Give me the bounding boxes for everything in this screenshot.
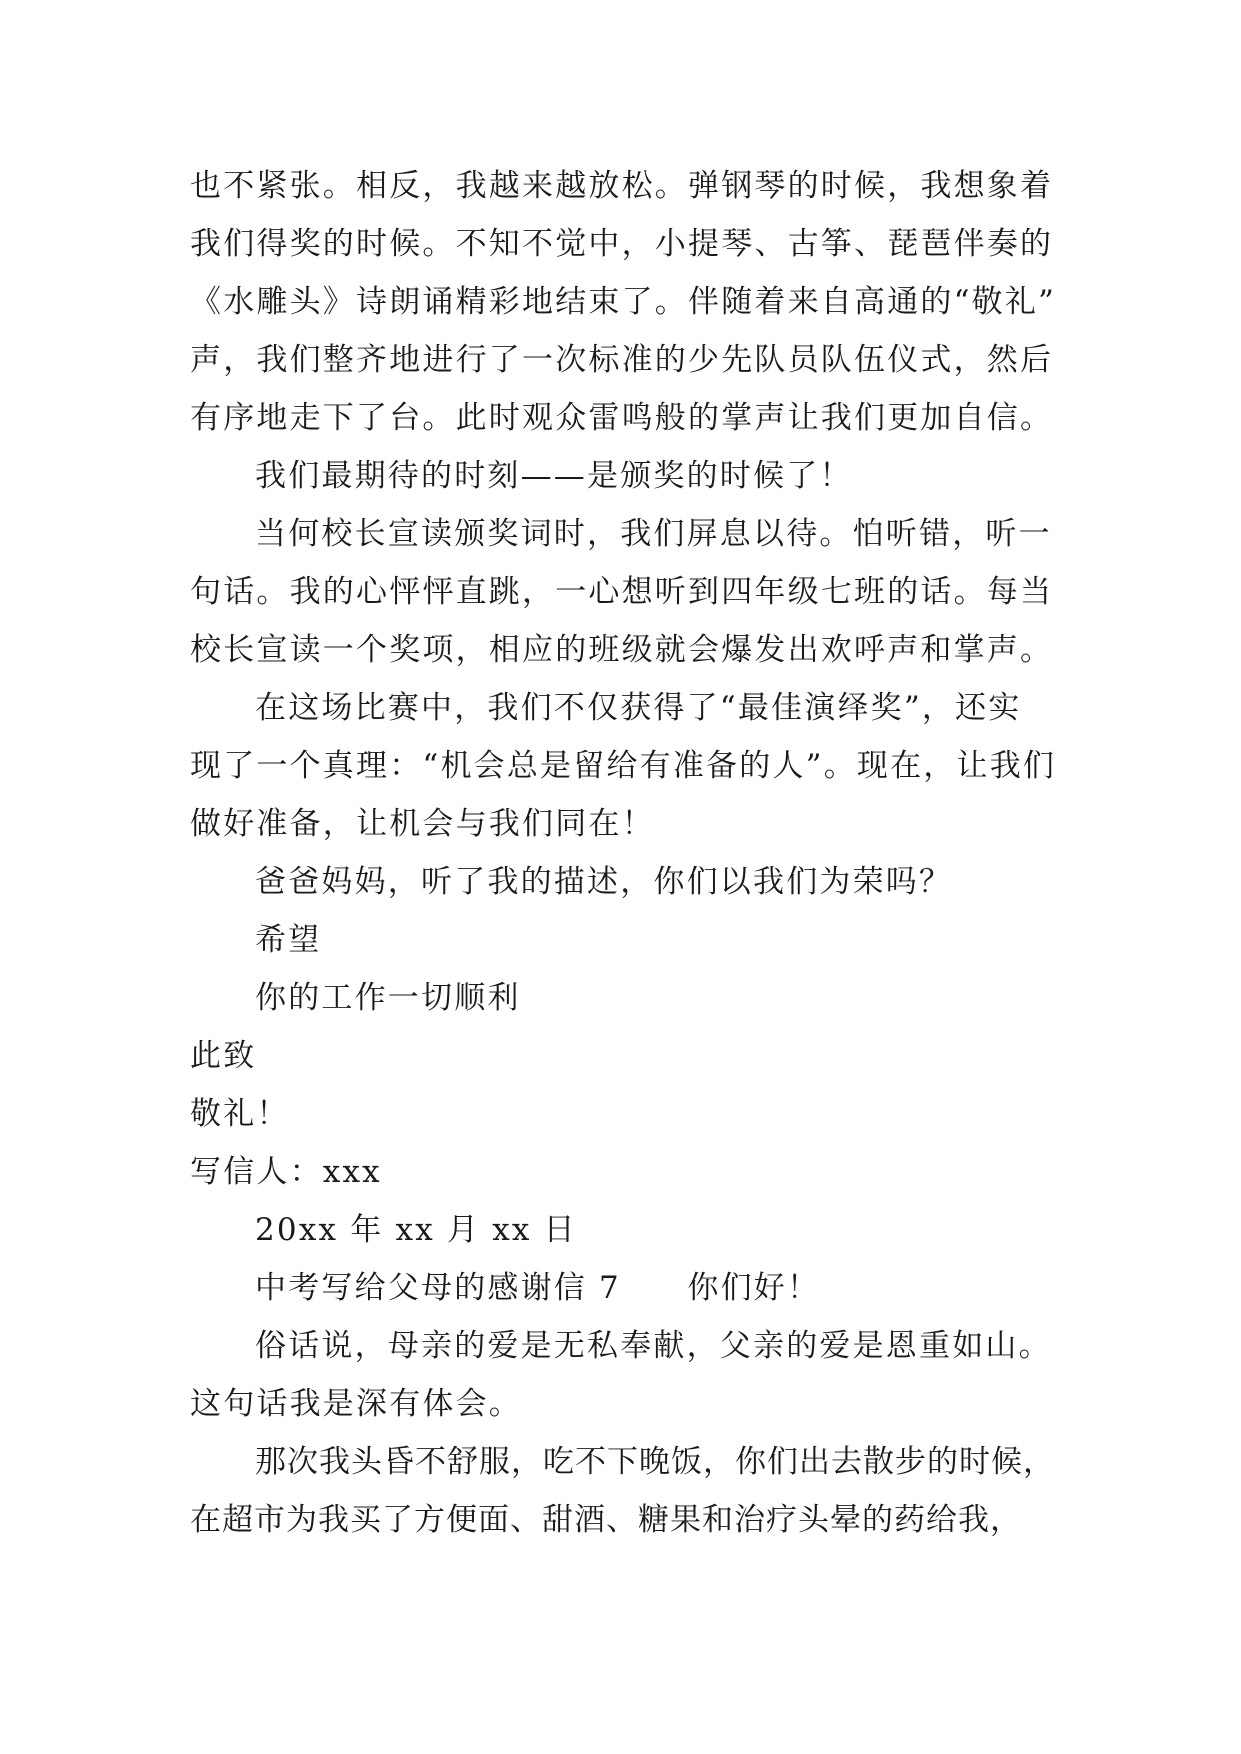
paragraph-line: 声，我们整齐地进行了一次标准的少先队员队伍仪式，然后	[190, 342, 1054, 378]
closing-wish-line: 你的工作一切顺利	[255, 980, 521, 1016]
paragraph-line: 当何校长宣读颁奖词时，我们屏息以待。怕听错，听一	[255, 516, 1052, 552]
paragraph-line: 我们最期待的时刻——是颁奖的时候了！	[255, 458, 853, 494]
paragraph-line: 那次我头昏不舒服，吃不下晚饭，你们出去散步的时候，	[255, 1444, 1055, 1480]
paragraph-line: 做好准备，让机会与我们同在！	[190, 806, 655, 842]
paragraph-line: 《水雕头》诗朗诵精彩地结束了。伴随着来自高通的“敬礼”	[190, 284, 1057, 320]
paragraph-line: 校长宣读一个奖项，相应的班级就会爆发出欢呼声和掌声。	[190, 632, 1054, 668]
salutation-line: 此致	[190, 1038, 257, 1074]
paragraph-line: 也不紧张。相反，我越来越放松。弹钢琴的时候，我想象着	[190, 168, 1054, 204]
paragraph-line: 我们得奖的时候。不知不觉中，小提琴、古筝、琵琶伴奏的	[190, 226, 1054, 262]
paragraph-line: 俗话说，母亲的爱是无私奉献，父亲的爱是恩重如山。	[255, 1328, 1052, 1364]
paragraph-line: 在这场比赛中，我们不仅获得了“最佳演绎奖”，还实	[255, 690, 1022, 726]
signature-line: 写信人：xxx	[190, 1154, 382, 1190]
date-line: 20xx 年 xx 月 xx 日	[255, 1212, 577, 1248]
closing-wish-line: 希望	[255, 922, 322, 958]
paragraph-line: 句话。我的心怦怦直跳，一心想听到四年级七班的话。每当	[190, 574, 1054, 610]
paragraph-line: 爸爸妈妈，听了我的描述，你们以我们为荣吗？	[255, 864, 953, 900]
paragraph-line: 有序地走下了台。此时观众雷鸣般的掌声让我们更加自信。	[190, 400, 1054, 436]
paragraph-line: 这句话我是深有体会。	[190, 1386, 522, 1422]
section-heading: 中考写给父母的感谢信 7 你们好！	[255, 1270, 821, 1306]
salutation-line: 敬礼！	[190, 1096, 290, 1132]
paragraph-line: 现了一个真理：“机会总是留给有准备的人”。现在，让我们	[190, 748, 1057, 784]
paragraph-line: 在超市为我买了方便面、甜酒、糖果和治疗头晕的药给我，	[190, 1502, 1022, 1538]
